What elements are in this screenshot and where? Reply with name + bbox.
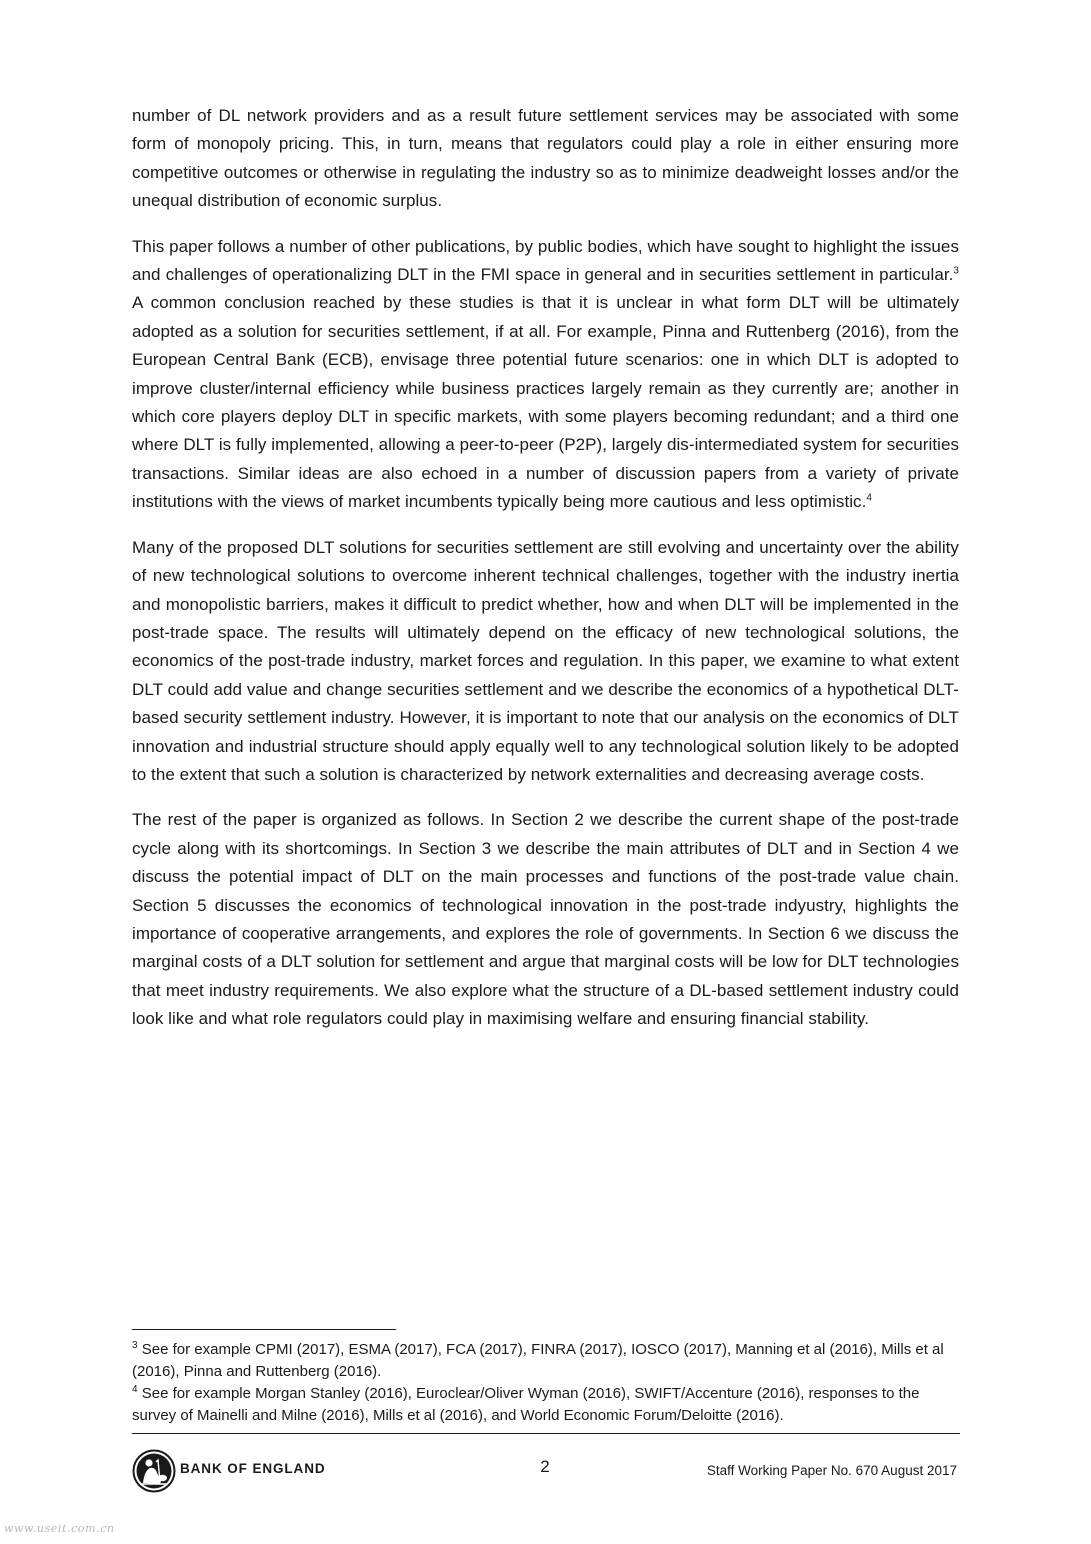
footnote-3-marker: 3 [132, 1340, 138, 1351]
bank-of-england-logo-icon [132, 1449, 176, 1493]
footnote-ref-3[interactable]: 3 [953, 265, 959, 277]
paragraph-2 [132, 233, 969, 517]
footnote-4-marker: 4 [132, 1384, 138, 1395]
paragraph-3-text: Many of the proposed DLT solutions for securities settlement are still evolving and uncertainty over the ability of new technological solutions to overcome inherent technical challenges, together with the industry inertia and monopolistic barriers, makes it difficult to predict whether, how and when DLT will be implemented in the post-trade space. The results will ultimately depend on the efficacy of new technological solutions, the economics of the post-trade industry, market forces and regulation. In this paper, we examine to what extent DLT could add value and change securities settlement and we describe the economics of a hypothetical DLT-based security settlement industry. However, it is important to note that our analysis on the economics of DLT innovation and industrial structure should apply equally well to any technological solution likely to be adopted to the extent that such a solution is characterized by network externalities and decreasing average costs. [132, 537, 959, 784]
series-info: Staff Working Paper No. 670 August 2017 [706, 1463, 957, 1478]
paragraph-4 [132, 806, 959, 1033]
paragraph-3 [132, 534, 959, 790]
paragraph-4-text: The rest of the paper is organized as follows. In Section 2 we describe the current shape of the post-trade cycle along with its shortcomings. In Section 3 we describe the main attributes of DLT and in Section 4 we discuss the potential impact of DLT on the main processes and functions of the post-trade value chain. Section 5 discusses the economics of technological innovation in the post-trade indyustry, highlights the importance of cooperative arrangements, and explores the role of governments. In Section 6 we discuss the marginal costs of a DLT solution for settlement and argue that marginal costs will be low for DLT technologies that meet industry requirements. We also explore what the structure of a DL-based settlement industry could look like and what role regulators could play in maximising welfare and ensuring financial stability. [132, 810, 959, 1029]
footnote-3-text: See for example CPMI (2017), ESMA (2017), FCA (2017), FINRA (2017), IOSCO (2017), Manning et al (2016), Mills et al (2016), Pinna and Ruttenberg (2016). [132, 1341, 944, 1380]
paragraph-2-text-b: A common conclusion reached by these studies is that it is unclear in what form DLT will be ultimately adopted as a solution for securities settlement, if at all. For example, Pinna and Ruttenberg (2016), from the European Central Bank (ECB), envisage three potential future scenarios: one in which DLT is adopted to improve cluster/internal efficiency while business practices largely remain as they currently are; another in which core players deploy DLT in specific markets, with some players becoming redundant; and a third one where DLT is fully implemented, allowing a peer-to-peer (P2P), largely dis-intermediated system for securities transactions. Similar ideas are also echoed in a number of discussion papers from a variety of private institutions with the views of market incumbents typically being more cautious and less optimistic. [132, 265, 969, 512]
footnotes [132, 1339, 959, 1427]
paragraph-1 [132, 102, 959, 216]
paragraph-2-text-a: This paper follows a number of other publications, by public bodies, which have sought to highlight the issues and challenges of operationalizing DLT in the FMI space in general and in securities settlement in particular. [132, 236, 959, 285]
footer-separator [132, 1433, 960, 1434]
footnote-separator [132, 1329, 396, 1330]
paragraph-1-text: number of DL network providers and as a result future settlement services may be associated with some form of monopoly pricing. This, in turn, means that regulators could play a role in either ensuring more competitive outcomes or otherwise in regulating the industry so as to minimize deadweight losses and/or the unequal distribution of economic surplus. [132, 106, 959, 211]
footnote-ref-4[interactable]: 4 [866, 492, 873, 504]
footnote-3 [132, 1339, 959, 1383]
body-text [132, 102, 969, 1051]
watermark: www.useit.com.cn [4, 1522, 115, 1535]
organization-name: BANK OF ENGLAND [180, 1461, 326, 1476]
page-number: 2 [540, 1457, 550, 1476]
footnote-4-text: See for example Morgan Stanley (2016), Euroclear/Oliver Wyman (2016), SWIFT/Accenture (2016), responses to the survey of Mainelli and Milne (2016), Mills et al (2016), and World Economic Forum/Deloitte (2016). [132, 1385, 920, 1424]
footnote-4 [132, 1383, 959, 1427]
